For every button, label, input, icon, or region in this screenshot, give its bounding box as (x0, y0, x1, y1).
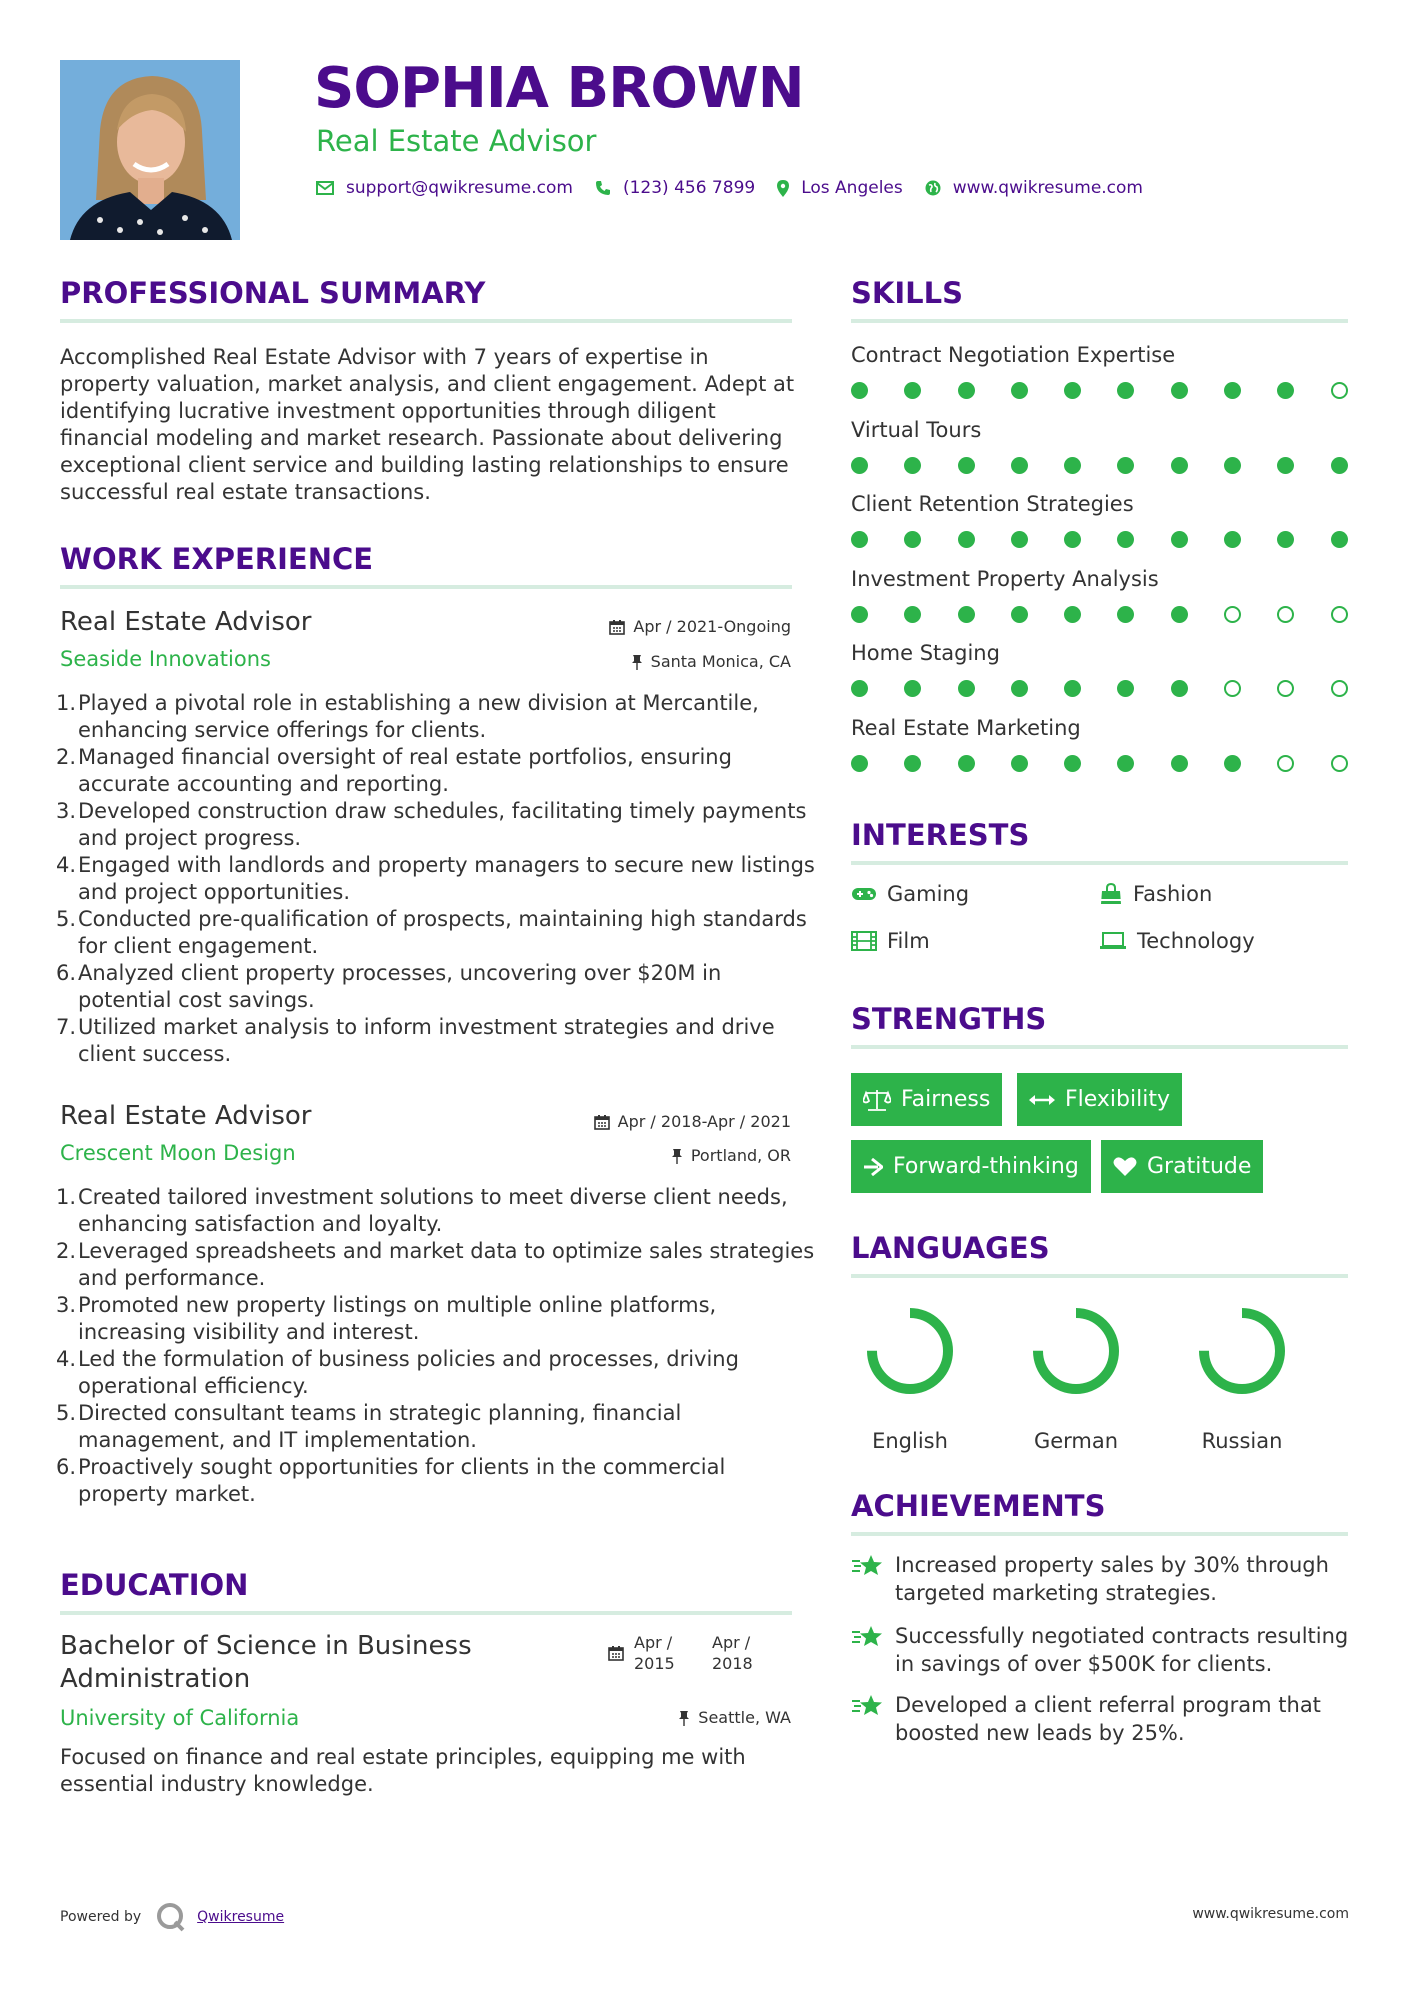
calendar-icon (608, 1645, 624, 1661)
rating-dot-filled (1011, 457, 1028, 474)
summary-text: Accomplished Real Estate Advisor with 7 years of expertise in property valuation, market analysis, and client engagement. Adept at identifying lucrative investment opportunities through diligent financial modeling and market research. Passionate about delivering exceptional client service and building lasting relationships to ensure successful real estate transactions. (60, 345, 795, 504)
skill-name: Client Retention Strategies (851, 492, 1134, 517)
rating-dot-filled (1171, 755, 1188, 772)
skill-name: Investment Property Analysis (851, 566, 1159, 591)
skill-name: Virtual Tours (851, 417, 982, 442)
job-bullet (56, 852, 816, 906)
interests-heading: INTERESTS (851, 818, 1030, 852)
section-divider (851, 861, 1348, 865)
arrows-horizontal-icon (1029, 1093, 1055, 1107)
rating-dot-empty (1224, 606, 1241, 623)
skill-rating (851, 680, 1384, 697)
rating-dot-filled (904, 457, 921, 474)
bullet-text: Developed construction draw schedules, facilitating timely payments and project progress. (78, 799, 807, 850)
qwikresume-link[interactable]: Qwikresume (197, 1909, 285, 1925)
rating-dot-filled (1011, 680, 1028, 697)
skill-rating (851, 755, 1384, 772)
interest-fashion: Fashion (1099, 882, 1212, 906)
skill-name: Contract Negotiation Expertise (851, 343, 1176, 367)
rating-dot-filled (1171, 382, 1188, 399)
bullet-number: 3. (56, 799, 77, 823)
contact-row (316, 178, 1165, 198)
section-divider (851, 1045, 1348, 1049)
rating-dot-filled (1064, 382, 1081, 399)
education-heading: EDUCATION (60, 1568, 249, 1602)
language-name: Russian (1201, 1429, 1283, 1453)
achievement-text: Developed a client referral program that boosted new leads by 25%. (895, 1693, 1321, 1745)
job-title: Real Estate Advisor (60, 1101, 312, 1131)
rating-dot-filled (904, 531, 921, 548)
rating-dot-filled (1277, 457, 1294, 474)
rating-dot-filled (1277, 531, 1294, 548)
school-name: University of California (60, 1706, 300, 1730)
job-bullet (56, 1238, 816, 1292)
languages-heading: LANGUAGES (851, 1231, 1050, 1265)
rating-dot-filled (904, 755, 921, 772)
map-marker-icon (777, 180, 789, 197)
skill-rating (851, 531, 1384, 548)
balance-scale-icon (863, 1089, 891, 1111)
pushpin-icon (678, 1710, 690, 1726)
job-bullet (56, 1400, 816, 1454)
interest-gaming: Gaming (851, 882, 969, 906)
rating-dot-filled (1064, 531, 1081, 548)
shopping-bag-icon (1099, 883, 1123, 905)
profile-photo (60, 60, 240, 240)
rating-dot-empty (1331, 680, 1348, 697)
rating-dot-empty (1277, 755, 1294, 772)
rating-dot-filled (1117, 531, 1134, 548)
job-date: Apr / 2018-Apr / 2021 (594, 1112, 791, 1131)
achievement-text: Successfully negotiated contracts resulting in savings of over $500K for clients. (895, 1624, 1349, 1676)
rating-dot-filled (1064, 755, 1081, 772)
rating-dot-filled (904, 382, 921, 399)
star-trophy-icon (851, 1624, 883, 1650)
section-divider (851, 1532, 1348, 1536)
bullet-number: 2. (56, 1239, 77, 1263)
powered-by: Powered by Qwikresume (60, 1902, 284, 1932)
calendar-icon (594, 1114, 610, 1130)
language-level-arc (1204, 1313, 1280, 1389)
contact-phone[interactable]: (123) 456 7899 (595, 178, 755, 198)
rating-dot-empty (1331, 606, 1348, 623)
job-bullet (56, 1346, 816, 1400)
job-company: Seaside Innovations (60, 647, 271, 671)
bullet-text: Led the formulation of business policies and processes, driving operational efficiency. (78, 1347, 739, 1398)
rating-dot-filled (958, 755, 975, 772)
bullet-text: Played a pivotal role in establishing a new division at Mercantile, enhancing service offerings for clients. (78, 691, 759, 742)
rating-dot-filled (1011, 531, 1028, 548)
rating-dot-filled (1224, 382, 1241, 399)
laptop-icon (1099, 932, 1127, 950)
contact-location: Los Angeles (777, 178, 903, 198)
job-bullet (56, 1184, 816, 1238)
skills-heading: SKILLS (851, 276, 963, 310)
degree-title: Bachelor of Science in Business Administration (60, 1631, 472, 1694)
gamepad-icon (851, 886, 877, 902)
summary-heading: PROFESSIONAL SUMMARY (60, 276, 486, 310)
education-start-date: Apr / 2015 (634, 1633, 675, 1673)
bullet-text: Managed financial oversight of real estate portfolios, ensuring accurate accounting and reporting. (78, 745, 732, 796)
heart-icon (1113, 1156, 1137, 1177)
section-divider (60, 1611, 792, 1615)
skill-rating (851, 457, 1384, 474)
rating-dot-empty (1331, 382, 1348, 399)
rating-dot-filled (1224, 755, 1241, 772)
job-location: Portland, OR (671, 1146, 791, 1165)
rating-dot-filled (904, 606, 921, 623)
rating-dot-filled (1064, 680, 1081, 697)
strength-flexibility: Flexibility (1017, 1073, 1182, 1126)
job-location: Santa Monica, CA (631, 652, 791, 671)
language-level-arc (872, 1313, 948, 1389)
rating-dot-empty (1224, 680, 1241, 697)
job-bullet (56, 744, 816, 798)
rating-dot-filled (1171, 606, 1188, 623)
rating-dot-filled (851, 606, 868, 623)
achievement-text: Increased property sales by 30% through targeted marketing strategies. (895, 1553, 1329, 1605)
rating-dot-filled (1171, 457, 1188, 474)
rating-dot-filled (958, 531, 975, 548)
rating-dot-filled (1331, 531, 1348, 548)
job-title: Real Estate Advisor (60, 607, 312, 637)
job-bullet (56, 1014, 816, 1068)
education-end-date: Apr / 2018 (712, 1633, 753, 1673)
bullet-number: 2. (56, 745, 77, 769)
rating-dot-filled (1224, 457, 1241, 474)
achievement-item (851, 1622, 1351, 1678)
bullet-number: 1. (56, 1185, 77, 1209)
section-divider (60, 585, 792, 589)
bullet-text: Promoted new property listings on multiple online platforms, increasing visibility and interest. (78, 1293, 717, 1344)
bullet-number: 5. (56, 1401, 77, 1425)
rating-dot-filled (851, 457, 868, 474)
section-divider (60, 319, 792, 323)
envelope-icon (316, 181, 334, 195)
interest-film: Film (851, 929, 930, 953)
language-name: German (1033, 1429, 1119, 1453)
bullet-text: Engaged with landlords and property managers to secure new listings and project opportunities. (78, 853, 815, 904)
rating-dot-filled (1117, 382, 1134, 399)
achievements-heading: ACHIEVEMENTS (851, 1489, 1106, 1523)
footer-url[interactable]: www.qwikresume.com (1192, 1906, 1349, 1922)
bullet-number: 4. (56, 1347, 77, 1371)
language-item (850, 1303, 970, 1453)
rating-dot-empty (1277, 680, 1294, 697)
bullet-text: Conducted pre-qualification of prospects, maintaining high standards for client engagement. (78, 907, 807, 958)
rating-dot-filled (1171, 531, 1188, 548)
rating-dot-filled (958, 680, 975, 697)
rating-dot-filled (1011, 382, 1028, 399)
rating-dot-filled (958, 382, 975, 399)
calendar-icon-wrap (608, 1645, 632, 1661)
language-level-ring (862, 1303, 958, 1399)
experience-heading: WORK EXPERIENCE (60, 542, 374, 576)
section-divider (851, 1274, 1348, 1278)
contact-website[interactable]: www.qwikresume.com (925, 178, 1143, 198)
rating-dot-filled (851, 382, 868, 399)
rating-dot-filled (1011, 755, 1028, 772)
candidate-name: SOPHIA BROWN (314, 56, 804, 121)
education-description: Focused on finance and real estate principles, equipping me with essential industry knowledge. (60, 1745, 746, 1796)
language-level-ring (1194, 1303, 1290, 1399)
pushpin-icon (671, 1148, 683, 1164)
rating-dot-filled (1277, 382, 1294, 399)
bullet-text: Analyzed client property processes, uncovering over $20M in potential cost savings. (78, 961, 722, 1012)
section-divider (851, 319, 1348, 323)
job-bullet (56, 960, 816, 1014)
rating-dot-empty (1277, 606, 1294, 623)
bullet-number: 4. (56, 853, 77, 877)
language-level-arc (1038, 1313, 1114, 1389)
star-trophy-icon (851, 1553, 883, 1579)
rating-dot-filled (851, 531, 868, 548)
star-trophy-icon (851, 1693, 883, 1719)
rating-dot-filled (1331, 457, 1348, 474)
candidate-title: Real Estate Advisor (316, 124, 597, 158)
job-bullets (56, 1184, 816, 1508)
rating-dot-filled (1117, 755, 1134, 772)
rating-dot-filled (904, 680, 921, 697)
arrow-right-icon (863, 1158, 883, 1176)
bullet-text: Proactively sought opportunities for clients in the commercial property market. (78, 1455, 726, 1506)
qwikresume-logo-icon (155, 1902, 187, 1932)
bullet-number: 1. (56, 691, 77, 715)
calendar-icon (609, 619, 625, 635)
strength-gratitude: Gratitude (1101, 1140, 1263, 1193)
bullet-number: 6. (56, 961, 77, 985)
rating-dot-filled (958, 457, 975, 474)
pushpin-icon (631, 654, 643, 670)
bullet-number: 7. (56, 1015, 77, 1039)
strength-forward-thinking: Forward-thinking (851, 1140, 1091, 1193)
language-item (1182, 1303, 1302, 1453)
job-bullets (56, 690, 816, 1068)
job-bullet (56, 690, 816, 744)
education-location: Seattle, WA (678, 1708, 791, 1727)
rating-dot-filled (1011, 606, 1028, 623)
rating-dot-empty (1331, 755, 1348, 772)
bullet-number: 3. (56, 1293, 77, 1317)
strength-fairness: Fairness (851, 1073, 1002, 1126)
bullet-number: 5. (56, 907, 77, 931)
rating-dot-filled (1064, 606, 1081, 623)
bullet-text: Utilized market analysis to inform investment strategies and drive client success. (78, 1015, 775, 1066)
skill-rating (851, 382, 1384, 399)
globe-icon (925, 180, 941, 196)
rating-dot-filled (851, 755, 868, 772)
achievement-item (851, 1691, 1351, 1747)
rating-dot-filled (1224, 531, 1241, 548)
rating-dot-filled (1117, 606, 1134, 623)
contact-email[interactable]: support@qwikresume.com (316, 178, 573, 198)
job-bullet (56, 1454, 816, 1508)
achievement-item (851, 1551, 1351, 1607)
interest-technology: Technology (1099, 929, 1255, 953)
job-date: Apr / 2021-Ongoing (609, 617, 791, 636)
job-bullet (56, 798, 816, 852)
rating-dot-filled (1064, 457, 1081, 474)
bullet-number: 6. (56, 1455, 77, 1479)
bullet-text: Directed consultant teams in strategic planning, financial management, and IT implementation. (78, 1401, 682, 1452)
rating-dot-filled (1171, 680, 1188, 697)
bullet-text: Created tailored investment solutions to meet diverse client needs, enhancing satisfaction and loyalty. (78, 1185, 788, 1236)
language-name: English (872, 1429, 948, 1453)
rating-dot-filled (1117, 457, 1134, 474)
film-icon (851, 931, 877, 951)
strengths-heading: STRENGTHS (851, 1002, 1047, 1036)
bullet-text: Leveraged spreadsheets and market data to optimize sales strategies and performance. (78, 1239, 815, 1290)
language-item (1016, 1303, 1136, 1453)
phone-icon (595, 180, 611, 196)
skill-name: Real Estate Marketing (851, 716, 1081, 740)
language-level-ring (1028, 1303, 1124, 1399)
skill-name: Home Staging (851, 641, 1000, 666)
rating-dot-filled (851, 680, 868, 697)
job-bullet (56, 906, 816, 960)
job-company: Crescent Moon Design (60, 1141, 296, 1165)
job-bullet (56, 1292, 816, 1346)
rating-dot-filled (958, 606, 975, 623)
rating-dot-filled (1117, 680, 1134, 697)
skill-rating (851, 606, 1384, 623)
